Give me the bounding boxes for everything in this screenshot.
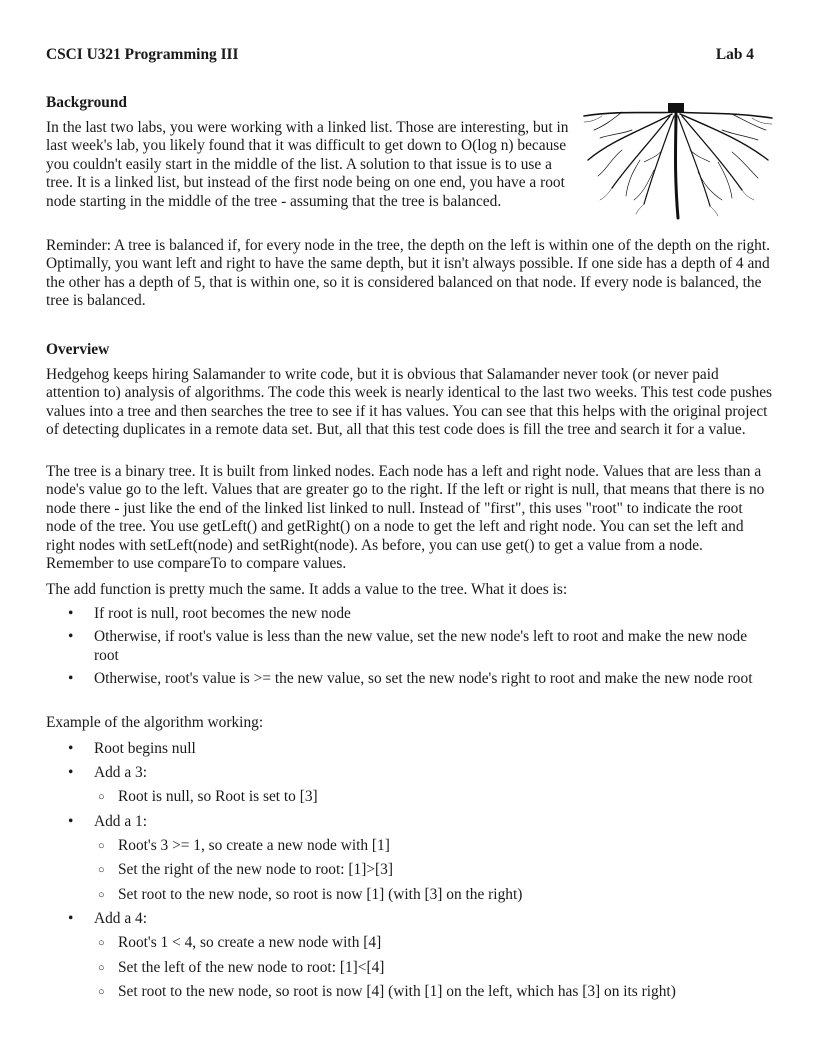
list-item-text: Set the left of the new node to root: [1]<[4] [118,959,385,976]
list-item [46,628,774,665]
circle-bullet-icon: ○ [98,889,105,901]
list-item-text: Root begins null [94,740,196,757]
bullet-icon: • [68,605,74,622]
list-item-text: Add a 4: [94,910,148,927]
list-item-text: Add a 3: [94,764,148,781]
background-intro: In the last two labs, you were working with a linked list. Those are interesting, but in last week's lab, you likely found that it was difficult to get down to O(log n) because you couldn't easily start in the middle of the list. A solution to that issue is to use a tree. It is a linked list, but instead of the first node being on one end, you have a root node starting in the middle of the tree - assuming that the tree is balanced. [46,119,569,210]
list-item [46,813,774,837]
list-item-text: Otherwise, root's value is >= the new value, so set the new node's right to root and make the new node root [94,670,753,688]
bullet-icon: • [68,813,74,830]
course-title: CSCI U321 Programming III [46,46,239,63]
overview-paragraph-1: Hedgehog keeps hiring Salamander to write code, but it is obvious that Salamander never took (or never paid attention to) analysis of algorithms. The code this week is nearly identical to the last two weeks. This test code pushes values into a tree and then searches the tree to see if it has values. You can see that this helps with the original project of detecting duplicates in a remote data set. But, all that this test code does is fill the tree and search it for a value. [46,366,773,439]
tree-roots-icon [582,100,774,220]
list-item-text: Root's 3 >= 1, so create a new node with [1] [118,837,390,854]
overview-paragraph-3: The add function is pretty much the same. It adds a value to the tree. What it does is: [46,581,568,598]
list-item-text: Set root to the new node, so root is now [4] (with [1] on the left, which has [3] on its right) [118,983,676,1000]
list-item [46,605,774,623]
background-reminder: Reminder: A tree is balanced if, for every node in the tree, the depth on the left is within one of the depth on the right. Optimally, you want left and right to have the same depth, but it isn't always possible. If one side has a depth of 4 and the other has a depth of 5, that is within one, so it is considered balanced on that node. If every node is balanced, the tree is balanced. [46,237,771,310]
sub-list-item [46,861,774,886]
sub-list-item [46,934,774,959]
overview-paragraph-2: The tree is a binary tree. It is built from linked nodes. Each node has a left and right node. Values that are less than a node's value go to the left. Values that are greater go to the right. If the left or right is null, that means that there is no node there - just like the end of the linked list linked to null. Instead of "first", this uses "root" to indicate the root node of the tree. You use getLeft() and getRight() on a node to get the left and right node. You can set the left and right nodes with setLeft(node) and setRight(node). As before, you can use get() to get a value from a node. Remember to use compareTo to compare values. [46,463,765,573]
background-heading: Background [46,94,127,111]
page-header [46,46,774,64]
sub-list-item [46,983,774,1007]
bullet-icon: • [68,910,74,927]
list-item-text: Root's 1 < 4, so create a new node with [4] [118,934,382,951]
lab-number: Lab 4 [715,46,754,63]
circle-bullet-icon: ○ [98,937,105,949]
circle-bullet-icon: ○ [98,962,105,974]
list-item-text: Set the right of the new node to root: [1]>[3] [118,861,393,878]
sub-list-item [46,886,774,910]
list-item-text: Set root to the new node, so root is now [1] (with [3] on the right) [118,886,523,903]
bullet-icon: • [68,628,74,646]
list-item-text: Add a 1: [94,813,148,830]
list-item-text: Root is null, so Root is set to [3] [118,788,318,805]
circle-bullet-icon: ○ [98,986,105,998]
circle-bullet-icon: ○ [98,840,105,852]
bullet-icon: • [68,740,74,757]
circle-bullet-icon: ○ [98,864,105,876]
bullet-icon: • [68,670,74,688]
list-item [46,670,774,688]
list-item-text: Otherwise, if root's value is less than the new value, set the new node's left to root and make the new node root [94,628,748,664]
example-intro: Example of the algorithm working: [46,714,264,731]
circle-bullet-icon: ○ [98,791,105,803]
sub-list-item [46,837,774,861]
list-item [46,764,774,788]
sub-list-item [46,959,774,983]
example-list [46,740,774,1007]
list-item [46,910,774,934]
list-item-text: If root is null, root becomes the new node [94,605,351,622]
list-item [46,740,774,764]
sub-list-item [46,788,774,813]
overview-heading: Overview [46,341,110,358]
bullet-icon: • [68,764,74,781]
add-steps-list [46,605,774,689]
